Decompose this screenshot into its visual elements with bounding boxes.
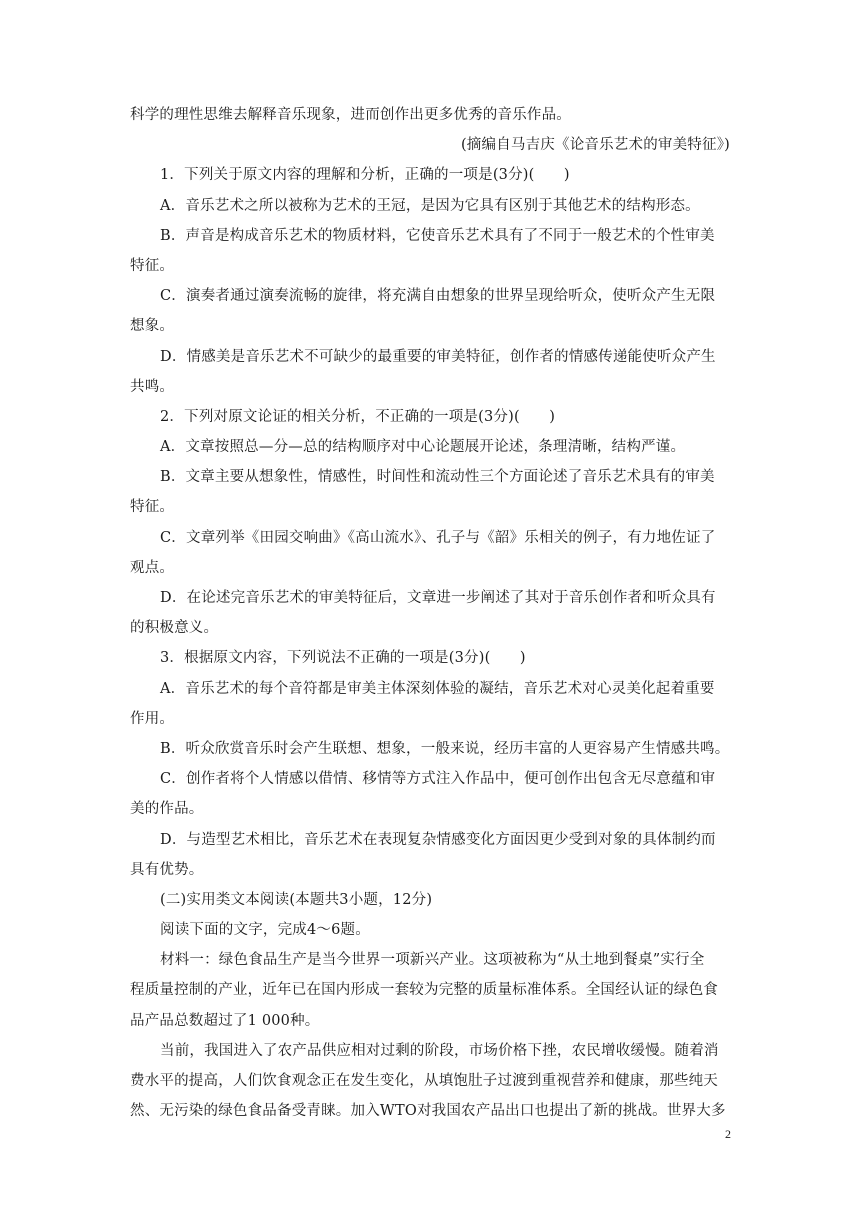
text-line: 材料一：绿色食品生产是当今世界一项新兴产业。这项被称为“从土地到餐桌”实行全 xyxy=(160,952,705,969)
text-line: A．音乐艺术之所以被称为艺术的王冠，是因为它具有区别于其他艺术的结构形态。 xyxy=(160,197,700,214)
text-line: 2．下列对原文论证的相关分析，不正确的一项是(3分)( ) xyxy=(160,408,556,425)
document-body xyxy=(130,100,730,1126)
text-line: D．与造型艺术相比，音乐艺术在表现复杂情感变化方面因更少受到对象的具体制约而 xyxy=(160,831,716,848)
text-line: D．在论述完音乐艺术的审美特征后，文章进一步阐述了其对于音乐创作者和听众具有 xyxy=(160,590,716,606)
text-line: 3．根据原文内容，下列说法不正确的一项是(3分)( ) xyxy=(160,650,526,667)
text-line: 特征。 xyxy=(130,499,175,516)
text-line: (二)实用类文本阅读(本题共3小题，12分) xyxy=(160,891,433,908)
text-line: D．情感美是音乐艺术不可缺少的最重要的审美特征，创作者的情感传递能使听众产生 xyxy=(160,348,716,365)
text-line: 程质量控制的产业，近年已在国内形成一套较为完整的质量标准体系。全国经认证的绿色食 xyxy=(130,982,718,999)
text-line: 费水平的提高，人们饮食观念正在发生变化，从填饱肚子过渡到重视营养和健康，那些纯天 xyxy=(130,1073,718,1089)
text-line: C．创作者将个人情感以借情、移情等方式注入作品中，便可创作出包含无尽意蕴和审 xyxy=(160,771,716,788)
text-line: 具有优势。 xyxy=(130,861,204,878)
text-line: A．音乐艺术的每个音符都是审美主体深刻体验的凝结，音乐艺术对心灵美化起着重要 xyxy=(160,680,715,697)
text-line: B．文章主要从想象性，情感性，时间性和流动性三个方面论述了音乐艺术具有的审美 xyxy=(160,469,715,486)
text-line: 阅读下面的文字，完成4～6题。 xyxy=(160,922,370,939)
text-line: 美的作品。 xyxy=(130,801,204,818)
text-line: 的积极意义。 xyxy=(130,620,219,637)
text-line: 想象。 xyxy=(130,318,175,335)
source-citation: (摘编自马吉庆《论音乐艺术的审美特征》) xyxy=(460,137,730,154)
text-line: B．听众欣赏音乐时会产生联想、想象，一般来说，经历丰富的人更容易产生情感共鸣。 xyxy=(160,740,730,757)
text-line: A．文章按照总—分—总的结构顺序对中心论题展开论述，条理清晰，结构严谨。 xyxy=(160,439,686,456)
text-line: 特征。 xyxy=(130,257,175,274)
text-line: C．文章列举《田园交响曲》《高山流水》、孔子与《韶》乐相关的例子，有力地佐证了 xyxy=(160,529,716,546)
text-line: 1．下列关于原文内容的理解和分析，正确的一项是(3分)( ) xyxy=(160,167,570,184)
text-line: 共鸣。 xyxy=(130,378,175,395)
text-line: C．演奏者通过演奏流畅的旋律，将充满自由想象的世界呈现给听众，使听众产生无限 xyxy=(160,288,716,305)
text-line: 观点。 xyxy=(130,559,175,576)
page-number: 2 xyxy=(725,1127,731,1141)
text-line: B．声音是构成音乐艺术的物质材料，它使音乐艺术具有了不同于一般艺术的个性审美 xyxy=(160,227,715,244)
text-line: 当前，我国进入了农产品供应相对过剩的阶段，市场价格下挫，农民增收缓慢。随着消 xyxy=(160,1042,719,1059)
text-line: 然、无污染的绿色食品备受青睐。加入WTO对我国农产品出口也提出了新的挑战。世界大多 xyxy=(130,1103,726,1120)
text-line: 品产品总数超过了1 000种。 xyxy=(130,1012,320,1029)
text-line: 作用。 xyxy=(130,710,175,727)
text-line: 科学的理性思维去解释音乐现象，进而创作出更多优秀的音乐作品。 xyxy=(130,107,571,123)
